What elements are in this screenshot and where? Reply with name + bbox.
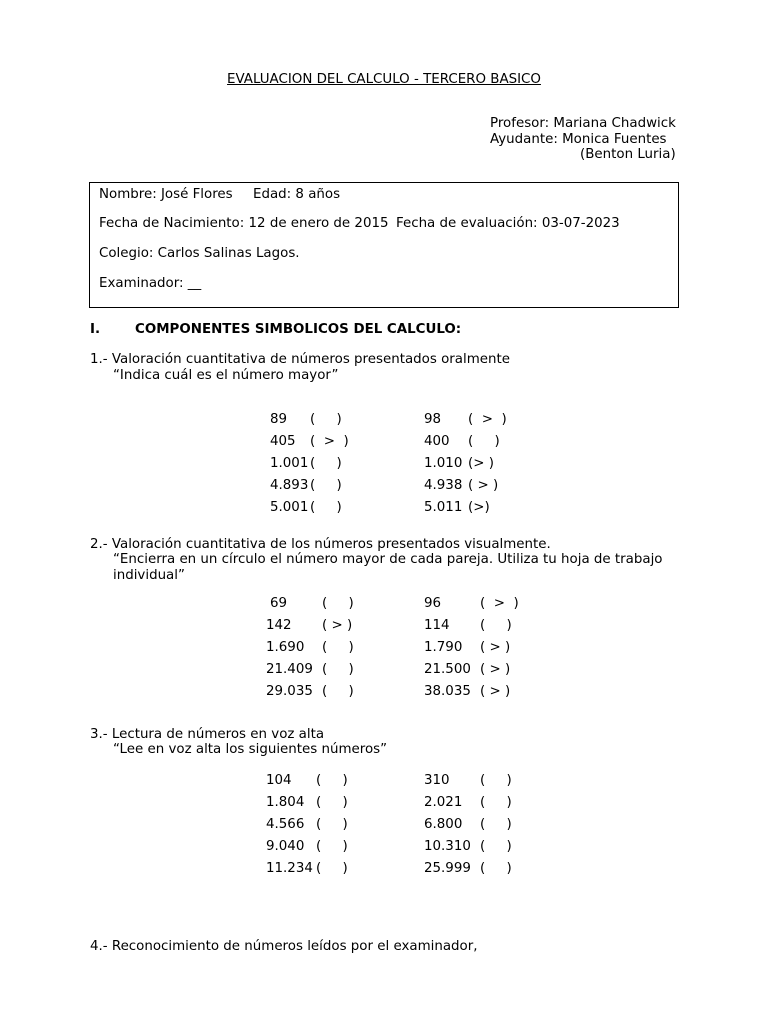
q1-row1-b-mark: ( > ): [468, 412, 507, 427]
q1-row4-b: 4.938: [424, 478, 463, 493]
q1-row3-a-mark: ( ): [310, 456, 342, 471]
q3-row5-b: 25.999: [424, 861, 471, 876]
q3-row1-b-mark: ( ): [480, 773, 512, 788]
q2-row4-a: 21.409: [266, 662, 313, 677]
q3-row4-a-mark: ( ): [316, 839, 348, 854]
q3-row5-b-mark: ( ): [480, 861, 512, 876]
q2-row3-b-mark: ( > ): [480, 640, 511, 655]
q1-instruction: “Indica cuál es el número mayor”: [113, 368, 339, 383]
q1-row5-a-mark: ( ): [310, 500, 342, 515]
document-title: EVALUACION DEL CALCULO - TERCERO BASICO: [227, 72, 541, 87]
q3-row2-b-mark: ( ): [480, 795, 512, 810]
q3-row4-b: 10.310: [424, 839, 471, 854]
q1-row3-b: 1.010: [424, 456, 463, 471]
q2-row4-a-mark: ( ): [322, 662, 354, 677]
q2-row1-a-mark: ( ): [322, 596, 354, 611]
q2-row3-a: 1.690: [266, 640, 305, 655]
q2-row5-b-mark: ( > ): [480, 684, 511, 699]
student-name: Nombre: José Flores: [99, 187, 233, 202]
q3-row2-b: 2.021: [424, 795, 463, 810]
q2-row2-b: 114: [424, 618, 450, 633]
q2-row5-a-mark: ( ): [322, 684, 354, 699]
q3-row2-a-mark: ( ): [316, 795, 348, 810]
q3-row3-b-mark: ( ): [480, 817, 512, 832]
q3-row1-a-mark: ( ): [316, 773, 348, 788]
ayudante-line: Ayudante: Monica Fuentes: [490, 132, 667, 147]
student-age: Edad: 8 años: [253, 187, 341, 202]
q3-title: 3.- Lectura de números en voz alta: [90, 727, 325, 742]
q2-row5-b: 38.035: [424, 684, 471, 699]
q1-row4-a: 4.893: [270, 478, 309, 493]
q1-row4-a-mark: ( ): [310, 478, 342, 493]
q1-row5-a: 5.001: [270, 500, 309, 515]
q2-row2-a-mark: ( > ): [322, 618, 353, 633]
q2-row4-b-mark: ( > ): [480, 662, 511, 677]
q3-row3-a-mark: ( ): [316, 817, 348, 832]
q1-row2-b-mark: ( ): [468, 434, 500, 449]
q3-row3-a: 4.566: [266, 817, 305, 832]
evaluation-date: Fecha de evaluación: 03-07-2023: [396, 216, 620, 231]
q1-row4-b-mark: ( > ): [468, 478, 499, 493]
ayudante-extra-line: (Benton Luria): [580, 147, 676, 162]
q2-row1-b-mark: ( > ): [480, 596, 519, 611]
q3-row3-b: 6.800: [424, 817, 463, 832]
q1-row1-a-mark: ( ): [310, 412, 342, 427]
q1-row1-a: 89: [270, 412, 288, 427]
q2-row3-a-mark: ( ): [322, 640, 354, 655]
q2-row3-b: 1.790: [424, 640, 463, 655]
q3-row4-a: 9.040: [266, 839, 305, 854]
q2-row1-a: 69: [270, 596, 288, 611]
section-number: I.: [90, 322, 101, 337]
q2-instruction-line2: individual”: [113, 568, 185, 583]
q3-row5-a-mark: ( ): [316, 861, 348, 876]
q1-row2-a-mark: ( > ): [310, 434, 349, 449]
examiner: Examinador: __: [99, 276, 202, 291]
q1-row5-b-mark: (>): [468, 500, 490, 515]
q2-row2-b-mark: ( ): [480, 618, 512, 633]
student-info-box: [89, 182, 679, 308]
q2-title: 2.- Valoración cuantitativa de los números presentados visualmente.: [90, 537, 551, 552]
q2-row2-a: 142: [266, 618, 292, 633]
q1-row2-a: 405: [270, 434, 296, 449]
birth-date: Fecha de Nacimiento: 12 de enero de 2015: [99, 216, 389, 231]
q2-instruction-line1: “Encierra en un círculo el número mayor de cada pareja. Utiliza tu hoja de trabajo: [113, 552, 663, 567]
q1-title: 1.- Valoración cuantitativa de números presentados oralmente: [90, 352, 510, 367]
q3-row4-b-mark: ( ): [480, 839, 512, 854]
q1-row3-a: 1.001: [270, 456, 309, 471]
q3-row1-a: 104: [266, 773, 292, 788]
q2-row1-b: 96: [424, 596, 442, 611]
section-title: COMPONENTES SIMBOLICOS DEL CALCULO:: [135, 322, 462, 337]
school-name: Colegio: Carlos Salinas Lagos.: [99, 246, 300, 261]
q1-row5-b: 5.011: [424, 500, 463, 515]
q2-row5-a: 29.035: [266, 684, 313, 699]
q3-row2-a: 1.804: [266, 795, 305, 810]
q1-row1-b: 98: [424, 412, 442, 427]
q4-title: 4.- Reconocimiento de números leídos por el examinador,: [90, 939, 478, 954]
profesor-line: Profesor: Mariana Chadwick: [490, 116, 676, 131]
q1-row2-b: 400: [424, 434, 450, 449]
q1-row3-b-mark: (> ): [468, 456, 494, 471]
q3-row1-b: 310: [424, 773, 450, 788]
q2-row4-b: 21.500: [424, 662, 471, 677]
q3-row5-a: 11.234: [266, 861, 313, 876]
q3-instruction: “Lee en voz alta los siguientes números”: [113, 742, 388, 757]
